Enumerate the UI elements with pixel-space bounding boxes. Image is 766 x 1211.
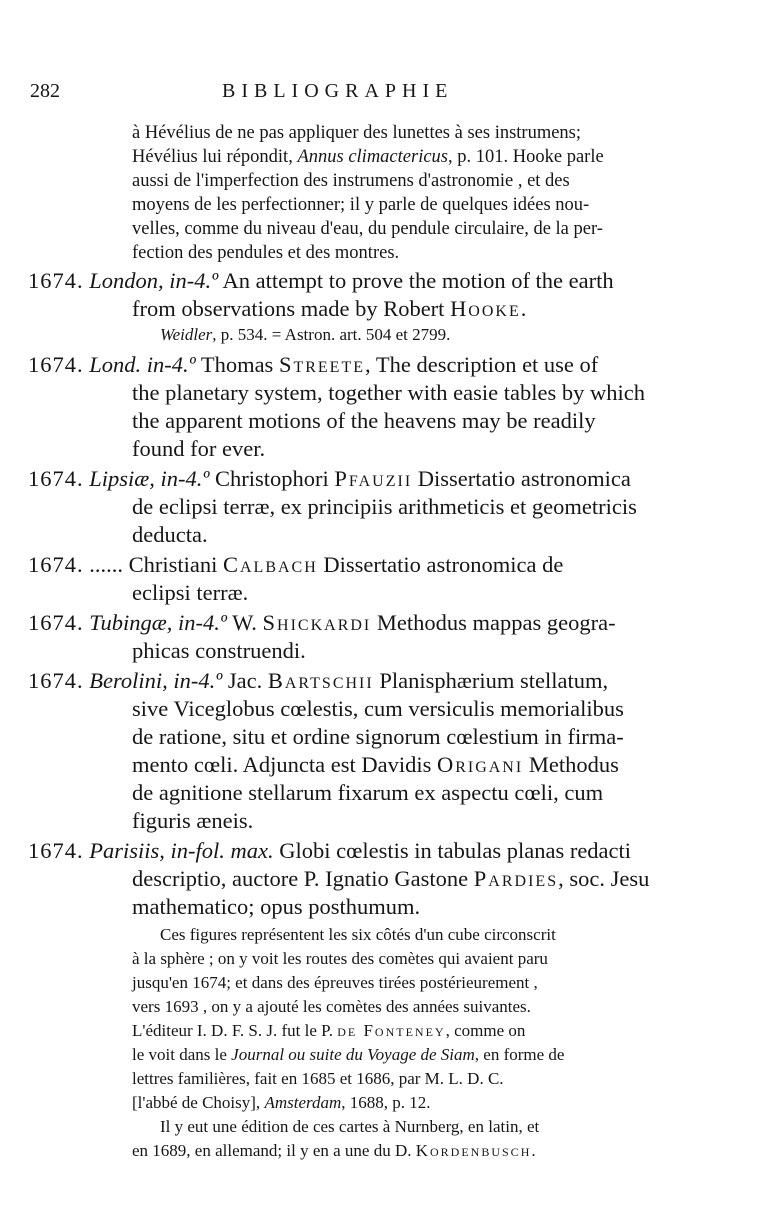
author-name: Streete <box>278 352 366 377</box>
note-line: en 1689, en allemand; il y en a une du D. Kordenbusch. <box>132 1141 536 1160</box>
running-title: BIBLIOGRAPHIE <box>222 80 454 102</box>
entry-place: Parisiis, in-fol. max. <box>89 838 274 863</box>
author-name: Pfauzii <box>334 466 413 491</box>
entry-shickardi: 1674. Tubingæ, in-4.º W. Shickardi Methodus mappas geogra- <box>28 610 616 635</box>
author-name: Hooke <box>450 296 521 321</box>
author-name: Calbach <box>223 552 318 577</box>
entry-pardies: 1674. Parisiis, in-fol. max. Globi cœlestis in tabulas planas redacti <box>28 838 632 863</box>
text-line: de eclipsi terræ, ex principiis arithmeticis et geometricis <box>132 494 637 519</box>
text-line: from observations made by Robert Hooke. <box>132 296 527 321</box>
entry-year: 1674. <box>28 668 84 693</box>
note-line: lettres familières, fait en 1685 et 1686, par M. L. D. C. <box>132 1069 504 1088</box>
text-line: de ratione, situ et ordine signorum cœlestium in firma- <box>132 724 624 749</box>
entry-bartschii: 1674. Berolini, in-4.º Jac. Bartschii Planisphærium stellatum, <box>28 668 609 693</box>
text-line: the apparent motions of the heavens may be readily <box>132 408 596 433</box>
entry-place: Berolini, in-4.º <box>89 668 223 693</box>
entry-pfauzii: 1674. Lipsiæ, in-4.º Christophori Pfauzii Dissertatio astronomica <box>28 466 631 491</box>
page-header <box>0 80 766 108</box>
text-line: Hévélius lui répondit, Annus climactericus, p. 101. Hooke parle <box>132 147 604 167</box>
text-line: velles, comme du niveau d'eau, du pendule circulaire, de la per- <box>132 219 603 239</box>
entry-streete: 1674. Lond. in-4.º Thomas Streete, The description et use of <box>28 352 599 377</box>
place-name: Amsterdam <box>264 1093 342 1112</box>
text-line: moyens de les perfectionner; il y parle de quelques idées nou- <box>132 195 590 215</box>
text-line: eclipsi terræ. <box>132 580 249 605</box>
text-line: the planetary system, together with easie tables by which <box>132 380 645 405</box>
note-line: le voit dans le Journal ou suite du Voyage de Siam, en forme de <box>132 1045 565 1064</box>
page-number: 282 <box>30 80 60 102</box>
note-line: [l'abbé de Choisy], Amsterdam, 1688, p. 12. <box>132 1093 431 1112</box>
entry-year: 1674. <box>28 268 84 293</box>
text-line: figuris æneis. <box>132 808 254 833</box>
author-name: Pardies <box>473 866 559 891</box>
text-line: aussi de l'imperfection des instrumens d'astronomie , et des <box>132 171 570 191</box>
note-line: à la sphère ; on y voit les routes des comètes qui avaient paru <box>132 949 548 968</box>
work-title: Journal ou suite du Voyage de Siam <box>231 1045 475 1064</box>
note-line: L'éditeur I. D. F. S. J. fut le P. de Fonteney, comme on <box>132 1021 526 1040</box>
omitted-dots: ...... <box>89 552 123 577</box>
text-line: phicas construendi. <box>132 638 306 663</box>
entry-year: 1674. <box>28 552 84 577</box>
text-line: sive Viceglobus cœlestis, cum versiculis memorialibus <box>132 696 624 721</box>
work-title: Annus climactericus <box>297 147 448 167</box>
entry-year: 1674. <box>28 352 84 377</box>
entry-place: London, in-4.º <box>89 268 219 293</box>
note-line: vers 1693 , on y a ajouté les comètes des années suivantes. <box>132 997 531 1016</box>
editor-name: de Fonteney <box>337 1021 446 1040</box>
text-line: mathematico; opus posthumum. <box>132 894 421 919</box>
text-line: fection des pendules et des montres. <box>132 243 400 263</box>
entry-hooke: 1674. London, in-4.º An attempt to prove the motion of the earth <box>28 268 614 293</box>
note-line: Ces figures représentent les six côtés d'un cube circonscrit <box>160 925 556 944</box>
text-line: à Hévélius de ne pas appliquer des lunettes à ses instrumens; <box>132 123 582 143</box>
author-name: Bartschii <box>267 668 374 693</box>
text-line: mento cœli. Adjuncta est Davidis Origani Methodus <box>132 752 619 777</box>
entry-calbach: 1674. ...... Christiani Calbach Dissertatio astronomica de <box>28 552 564 577</box>
text-line: found for ever. <box>132 436 266 461</box>
entry-place: Lond. in-4.º <box>89 352 196 377</box>
entry-year: 1674. <box>28 610 84 635</box>
author-name: Origani <box>436 752 524 777</box>
entry-year: 1674. <box>28 466 84 491</box>
reference-line: Weidler, p. 534. = Astron. art. 504 et 2799. <box>160 325 451 344</box>
text-line: de agnitione stellarum fixarum ex aspectu cœli, cum <box>132 780 604 805</box>
author-name: Kordenbusch <box>415 1141 532 1160</box>
entry-year: 1674. <box>28 838 84 863</box>
note-line: Il y eut une édition de ces cartes à Nurnberg, en latin, et <box>160 1117 540 1136</box>
text-line: descriptio, auctore P. Ignatio Gastone Pardies, soc. Jesu <box>132 866 650 891</box>
author-name: Shickardi <box>262 610 372 635</box>
note-line: jusqu'en 1674; et dans des épreuves tirées postérieurement , <box>132 973 538 992</box>
entry-place: Lipsiæ, in-4.º <box>89 466 210 491</box>
entry-place: Tubingæ, in-4.º <box>89 610 227 635</box>
text-line: deducta. <box>132 522 208 547</box>
